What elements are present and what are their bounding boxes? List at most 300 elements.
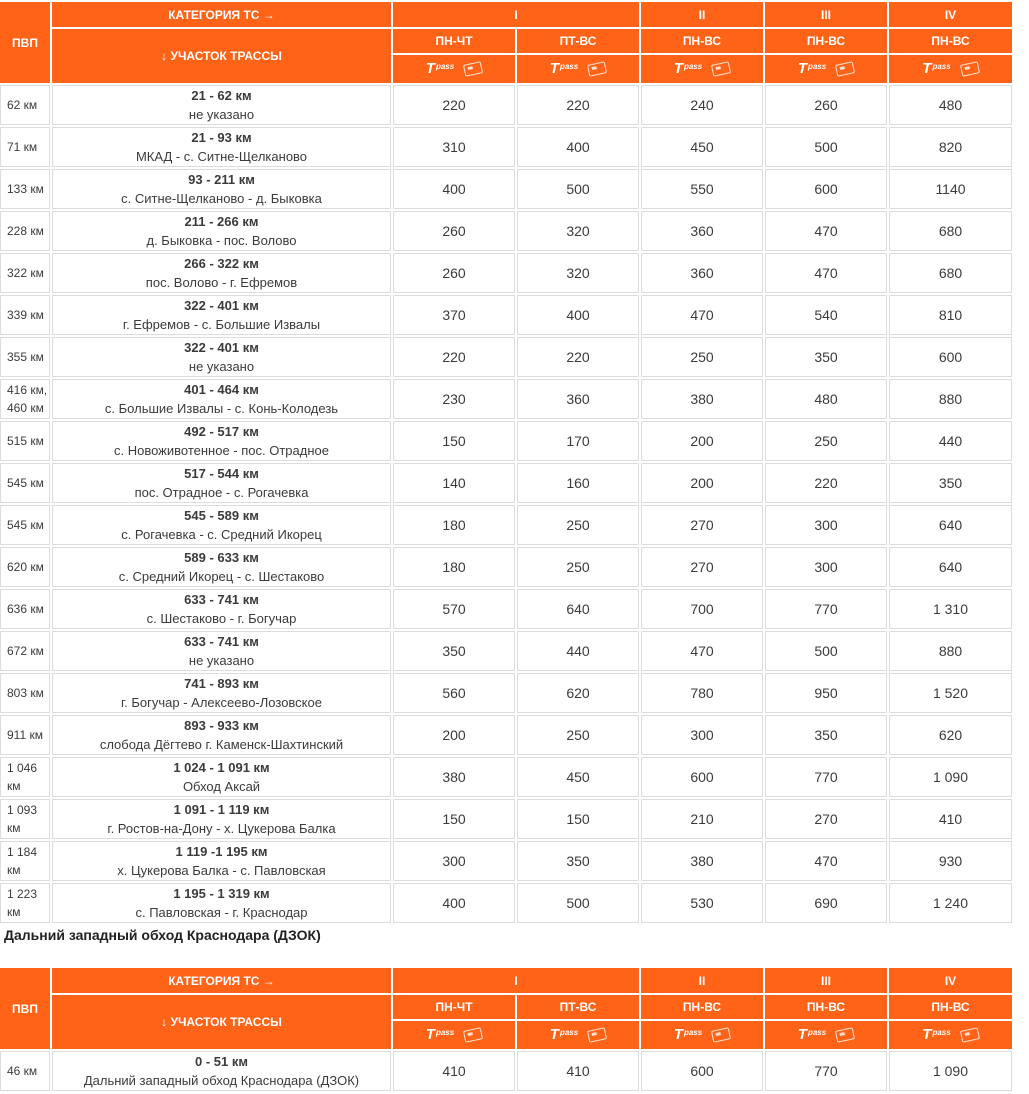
toll-price: 350 [889, 463, 1012, 503]
segment-km: 589 - 633 км [184, 550, 259, 565]
toll-price: 770 [765, 757, 887, 797]
period-header: ПТ-ВС [517, 995, 639, 1019]
segment-cell [52, 463, 391, 503]
payment-methods [674, 62, 730, 76]
table-row [0, 757, 1012, 797]
pvp-value: 133 км [7, 182, 44, 196]
pvp-value: 1 184 км [7, 845, 38, 877]
tpass-logo-word: pass [807, 62, 827, 71]
toll-price: 360 [517, 379, 639, 419]
payment-methods [550, 1028, 606, 1042]
segment-km: 21 - 62 км [191, 88, 252, 103]
tpass-logo [426, 62, 454, 76]
segment-cell [52, 127, 391, 167]
segment-route: Обход Аксай [182, 779, 261, 794]
segment-route: не указано [188, 653, 255, 668]
pvp-cell [0, 211, 50, 251]
toll-price: 640 [517, 589, 639, 629]
pvp-value: 545 км [7, 518, 44, 532]
segment-km: 21 - 93 км [191, 130, 252, 145]
pvp-header: ПВП [0, 2, 50, 83]
toll-price: 250 [517, 505, 639, 545]
toll-price: 170 [517, 421, 639, 461]
pvp-header: ПВП [0, 968, 50, 1049]
class-header-2: II [641, 2, 763, 27]
tpass-logo-mark: T [922, 60, 932, 77]
period-header: ПН-ВС [641, 995, 763, 1019]
table-row [0, 421, 1012, 461]
tpass-logo-mark: T [797, 60, 807, 77]
segment-km: 0 - 51 км [195, 1054, 248, 1069]
toll-price: 300 [641, 715, 763, 755]
toll-price: 140 [393, 463, 515, 503]
period-header: ПН-ВС [765, 29, 887, 53]
toll-price: 200 [641, 463, 763, 503]
segment-cell [52, 379, 391, 419]
table-row [0, 169, 1012, 209]
toll-price: 880 [889, 631, 1012, 671]
payment-methods [674, 1028, 730, 1042]
payment-method-cell [889, 55, 1012, 83]
tpass-logo [674, 1028, 702, 1042]
payment-methods [426, 1028, 482, 1042]
tpass-logo-word: pass [559, 62, 579, 71]
tpass-logo-mark: T [425, 1026, 435, 1043]
segment-km: 545 - 589 км [184, 508, 259, 523]
toll-price: 320 [517, 253, 639, 293]
pvp-cell [0, 715, 50, 755]
pvp-value: 416 км, [7, 383, 48, 397]
tpass-logo-mark: T [797, 1026, 807, 1043]
toll-price: 250 [517, 715, 639, 755]
toll-price: 400 [517, 295, 639, 335]
toll-price: 680 [889, 253, 1012, 293]
toll-price: 180 [393, 547, 515, 587]
pvp-cell [0, 589, 50, 629]
table-row [0, 85, 1012, 125]
toll-price: 570 [393, 589, 515, 629]
toll-price: 380 [641, 841, 763, 881]
period-header: ПТ-ВС [517, 29, 639, 53]
toll-price: 450 [517, 757, 639, 797]
pvp-value: 460 км [7, 401, 44, 415]
pvp-value: 339 км [7, 308, 44, 322]
toll-price: 600 [641, 1051, 763, 1091]
toll-price: 180 [393, 505, 515, 545]
payment-method-cell [393, 55, 515, 83]
toll-price: 620 [517, 673, 639, 713]
payment-methods [922, 62, 978, 76]
class-header-4: IV [889, 2, 1012, 27]
toll-price: 310 [393, 127, 515, 167]
payment-method-cell [765, 55, 887, 83]
toll-price: 440 [889, 421, 1012, 461]
class-header-1: I [393, 968, 639, 993]
toll-price: 600 [765, 169, 887, 209]
toll-price: 470 [641, 631, 763, 671]
toll-price: 250 [641, 337, 763, 377]
toll-price: 550 [641, 169, 763, 209]
toll-price: 480 [889, 85, 1012, 125]
segment-km: 93 - 211 км [188, 172, 255, 187]
toll-price: 770 [765, 589, 887, 629]
segment-route: с. Павловская - г. Краснодар [135, 905, 308, 920]
toll-price: 220 [765, 463, 887, 503]
card-icon [587, 1027, 607, 1042]
segment-route: пос. Волово - г. Ефремов [145, 275, 298, 290]
toll-price: 540 [765, 295, 887, 335]
class-header-4: IV [889, 968, 1012, 993]
toll-price: 300 [393, 841, 515, 881]
toll-price: 560 [393, 673, 515, 713]
segment-cell [52, 505, 391, 545]
pvp-value: 1 223 км [7, 887, 38, 919]
table-row [0, 295, 1012, 335]
class-header-2: II [641, 968, 763, 993]
segment-route: не указано [188, 107, 255, 122]
segment-route: с. Шестаково - г. Богучар [146, 611, 297, 626]
table-row [0, 505, 1012, 545]
toll-price: 260 [393, 211, 515, 251]
segment-km: 893 - 933 км [184, 718, 259, 733]
toll-price: 500 [517, 169, 639, 209]
category-header: КАТЕГОРИЯ ТС → [52, 2, 391, 27]
tpass-logo [798, 62, 826, 76]
table-row [0, 1051, 1012, 1091]
segment-km: 322 - 401 км [184, 340, 259, 355]
payment-method-cell [641, 1021, 763, 1049]
segment-km: 741 - 893 км [184, 676, 259, 691]
segment-cell [52, 589, 391, 629]
toll-price: 410 [889, 799, 1012, 839]
toll-price: 160 [517, 463, 639, 503]
card-icon [587, 61, 607, 76]
pvp-value: 71 км [7, 140, 38, 154]
tpass-logo-mark: T [673, 60, 683, 77]
toll-price: 470 [765, 211, 887, 251]
toll-price: 150 [517, 799, 639, 839]
card-icon [711, 1027, 731, 1042]
pvp-cell [0, 463, 50, 503]
tpass-logo-word: pass [932, 62, 951, 71]
segment-cell [52, 631, 391, 671]
toll-price: 210 [641, 799, 763, 839]
pvp-cell [0, 883, 50, 923]
table-row [0, 211, 1012, 251]
payment-method-cell [889, 1021, 1012, 1049]
segment-header: ↓ УЧАСТОК ТРАССЫ [52, 29, 391, 83]
pvp-cell [0, 85, 50, 125]
toll-price: 1 090 [889, 1051, 1012, 1091]
toll-price: 530 [641, 883, 763, 923]
pvp-cell [0, 253, 50, 293]
table-row [0, 589, 1012, 629]
pvp-cell [0, 169, 50, 209]
toll-price: 230 [393, 379, 515, 419]
toll-table-dzok [0, 966, 1014, 1093]
period-header: ПН-ЧТ [393, 29, 515, 53]
segment-km: 211 - 266 км [184, 214, 259, 229]
pvp-value: 636 км [7, 602, 44, 616]
tpass-logo-mark: T [549, 1026, 559, 1043]
table-row [0, 463, 1012, 503]
card-icon [463, 1027, 483, 1042]
period-header: ПН-ЧТ [393, 995, 515, 1019]
section-title: Дальний западный обход Краснодара (ДЗОК) [4, 927, 321, 943]
pvp-value: 911 км [7, 728, 43, 742]
toll-price: 270 [641, 505, 763, 545]
segment-km: 401 - 464 км [184, 382, 259, 397]
segment-route: Дальний западный обход Краснодара (ДЗОК) [83, 1073, 360, 1088]
toll-price: 400 [393, 883, 515, 923]
pvp-cell [0, 295, 50, 335]
pvp-value: 355 км [7, 350, 44, 364]
table-row [0, 337, 1012, 377]
pvp-cell [0, 631, 50, 671]
segment-km: 322 - 401 км [184, 298, 259, 313]
toll-price: 700 [641, 589, 763, 629]
segment-cell [52, 547, 391, 587]
tpass-logo-word: pass [435, 62, 455, 71]
pvp-value: 620 км [7, 560, 44, 574]
toll-price: 360 [641, 253, 763, 293]
toll-price: 270 [641, 547, 763, 587]
toll-price: 500 [765, 631, 887, 671]
pvp-cell [0, 1051, 50, 1091]
payment-methods [798, 62, 854, 76]
segment-cell [52, 757, 391, 797]
segment-cell [52, 169, 391, 209]
toll-price: 500 [517, 883, 639, 923]
tpass-logo-word: pass [932, 1028, 951, 1037]
tpass-logo-word: pass [807, 1028, 827, 1037]
card-icon [835, 61, 855, 76]
toll-price: 450 [641, 127, 763, 167]
segment-cell [52, 295, 391, 335]
toll-price: 780 [641, 673, 763, 713]
toll-price: 300 [765, 547, 887, 587]
segment-route: г. Ефремов - с. Большие Извалы [122, 317, 321, 332]
toll-price: 350 [765, 715, 887, 755]
tpass-logo-word: pass [683, 62, 703, 71]
table-row [0, 253, 1012, 293]
segment-km: 492 - 517 км [184, 424, 259, 439]
tpass-logo-word: pass [683, 1028, 703, 1037]
pvp-cell [0, 757, 50, 797]
toll-price: 880 [889, 379, 1012, 419]
payment-methods [922, 1028, 978, 1042]
pvp-value: 322 км [7, 266, 44, 280]
toll-price: 350 [765, 337, 887, 377]
toll-price: 1140 [889, 169, 1012, 209]
toll-price: 220 [517, 337, 639, 377]
segment-cell [52, 799, 391, 839]
segment-cell [52, 85, 391, 125]
toll-price: 480 [765, 379, 887, 419]
class-header-3: III [765, 2, 887, 27]
table-row [0, 547, 1012, 587]
tpass-logo-mark: T [425, 60, 435, 77]
toll-price: 620 [889, 715, 1012, 755]
segment-km: 266 - 322 км [184, 256, 259, 271]
toll-price: 410 [393, 1051, 515, 1091]
segment-cell [52, 421, 391, 461]
pvp-value: 228 км [7, 224, 44, 238]
pvp-cell [0, 547, 50, 587]
toll-price: 1 520 [889, 673, 1012, 713]
pvp-value: 62 км [7, 98, 38, 112]
pvp-value: 1 093 км [7, 803, 38, 835]
pvp-cell [0, 505, 50, 545]
toll-price: 770 [765, 1051, 887, 1091]
toll-price: 360 [641, 211, 763, 251]
segment-km: 633 - 741 км [184, 634, 259, 649]
segment-header: ↓ УЧАСТОК ТРАССЫ [52, 995, 391, 1049]
segment-route: не указано [188, 359, 255, 374]
segment-km: 1 195 - 1 319 км [173, 886, 270, 901]
segment-cell [52, 883, 391, 923]
class-header-1: I [393, 2, 639, 27]
toll-price: 400 [517, 127, 639, 167]
table-row [0, 883, 1012, 923]
segment-route: х. Цукерова Балка - с. Павловская [117, 863, 326, 878]
toll-price: 200 [393, 715, 515, 755]
toll-price: 350 [393, 631, 515, 671]
card-icon [835, 1027, 855, 1042]
table-row [0, 379, 1012, 419]
pvp-cell [0, 799, 50, 839]
table-row [0, 715, 1012, 755]
pvp-cell [0, 127, 50, 167]
segment-km: 1 091 - 1 119 км [173, 802, 270, 817]
toll-price: 820 [889, 127, 1012, 167]
pvp-cell [0, 841, 50, 881]
class-header-3: III [765, 968, 887, 993]
segment-route: с. Новоживотенное - пос. Отрадное [113, 443, 329, 458]
segment-route: с. Большие Извалы - с. Конь-Колодезь [104, 401, 339, 416]
tpass-logo [674, 62, 702, 76]
toll-price: 640 [889, 547, 1012, 587]
segment-cell [52, 1051, 391, 1091]
table-row [0, 127, 1012, 167]
table-row [0, 841, 1012, 881]
segment-route: с. Ситне-Щелканово - д. Быковка [121, 191, 322, 206]
pvp-cell [0, 337, 50, 377]
card-icon [463, 61, 483, 76]
tpass-logo [922, 1028, 950, 1042]
toll-price: 500 [765, 127, 887, 167]
payment-methods [426, 62, 482, 76]
segment-cell [52, 841, 391, 881]
toll-price: 600 [889, 337, 1012, 377]
pvp-value: 46 км [7, 1064, 38, 1078]
toll-price: 380 [641, 379, 763, 419]
period-header: ПН-ВС [889, 29, 1012, 53]
toll-price: 640 [889, 505, 1012, 545]
segment-km: 1 119 -1 195 км [175, 844, 268, 859]
toll-price: 220 [393, 337, 515, 377]
toll-price: 1 240 [889, 883, 1012, 923]
pvp-value: 803 км [7, 686, 44, 700]
toll-price: 440 [517, 631, 639, 671]
toll-price: 470 [765, 253, 887, 293]
pvp-value: 545 км [7, 476, 44, 490]
pvp-cell [0, 379, 50, 419]
segment-route: пос. Отрадное - с. Рогачевка [134, 485, 309, 500]
toll-price: 260 [393, 253, 515, 293]
period-header: ПН-ВС [889, 995, 1012, 1019]
tpass-logo [550, 1028, 578, 1042]
toll-price: 270 [765, 799, 887, 839]
toll-price: 410 [517, 1051, 639, 1091]
payment-methods [798, 1028, 854, 1042]
pvp-value: 1 046 км [7, 761, 38, 793]
toll-price: 1 090 [889, 757, 1012, 797]
toll-price: 320 [517, 211, 639, 251]
tpass-logo-mark: T [673, 1026, 683, 1043]
segment-cell [52, 673, 391, 713]
toll-price: 260 [765, 85, 887, 125]
segment-km: 517 - 544 км [184, 466, 259, 481]
segment-route: д. Быковка - пос. Волово [146, 233, 297, 248]
period-header: ПН-ВС [765, 995, 887, 1019]
toll-price: 400 [393, 169, 515, 209]
segment-cell [52, 211, 391, 251]
card-icon [960, 61, 980, 76]
tpass-logo [798, 1028, 826, 1042]
toll-price: 350 [517, 841, 639, 881]
toll-price: 470 [765, 841, 887, 881]
tpass-logo-word: pass [435, 1028, 455, 1037]
payment-methods [550, 62, 606, 76]
toll-price: 810 [889, 295, 1012, 335]
pvp-cell [0, 673, 50, 713]
tpass-logo [550, 62, 578, 76]
table-row [0, 799, 1012, 839]
toll-price: 600 [641, 757, 763, 797]
card-icon [711, 61, 731, 76]
tpass-logo-mark: T [549, 60, 559, 77]
table-row [0, 673, 1012, 713]
toll-price: 950 [765, 673, 887, 713]
toll-price: 680 [889, 211, 1012, 251]
toll-price: 380 [393, 757, 515, 797]
pvp-cell [0, 421, 50, 461]
tpass-logo-word: pass [559, 1028, 579, 1037]
payment-method-cell [765, 1021, 887, 1049]
toll-price: 370 [393, 295, 515, 335]
toll-price: 150 [393, 799, 515, 839]
payment-method-cell [641, 55, 763, 83]
toll-price: 470 [641, 295, 763, 335]
toll-price: 690 [765, 883, 887, 923]
segment-route: г. Богучар - Алексеево-Лозовское [121, 695, 322, 710]
pvp-value: 672 км [7, 644, 44, 658]
toll-price: 250 [765, 421, 887, 461]
toll-price: 1 310 [889, 589, 1012, 629]
toll-price: 150 [393, 421, 515, 461]
table-row [0, 631, 1012, 671]
toll-price: 220 [393, 85, 515, 125]
pvp-value: 515 км [7, 434, 44, 448]
tpass-logo-mark: T [922, 1026, 932, 1043]
payment-method-cell [393, 1021, 515, 1049]
payment-method-cell [517, 55, 639, 83]
segment-cell [52, 715, 391, 755]
toll-price: 250 [517, 547, 639, 587]
segment-route: слобода Дёгтево г. Каменск-Шахтинский [99, 737, 344, 752]
card-icon [960, 1027, 980, 1042]
